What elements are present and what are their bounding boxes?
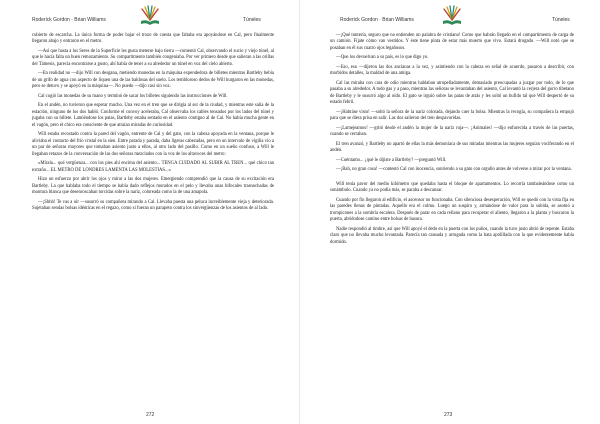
paragraph: Cuando por fin llegaron al edificio, el ascensor no funcionaba. Con silenciosa desesperación, Will se quedó con la vista fija en las paredes llenas de pintadas. Aquello era el colmo. Luego un suspiro y, armándose de valor para la subida, se asomó a trompicones a la sombría escalera. Después de parar en cada rellano para recuperar el aliento, llegaron a la planta y buscaron la puerta, abriéndose camino entre bolsas de basura. [330, 197, 574, 223]
paragraph: El tren avanzó, y Bartleby no apartó de ellas la más demoníaca de sus miradas mientras las mujeres seguían vociferando en el andén. [330, 141, 574, 154]
paragraph: Will tenía pavor del medio kilómetro que quedaba hasta el bloque de apartamentos. Lo recorría tambaleándose como un sonámbulo. Cuando ya no podía más, se paraba a descansar. [330, 181, 574, 194]
running-header-author: Roderick Gordon · Brian Williams [340, 17, 414, 23]
paragraph: —Eso, eso —dijeron las dos ancianas a la vez, y asintiendo con la cabeza en señal de acuerdo, pasaron a describir, con morbidos detalles, la maldad de una amiga. [330, 65, 574, 77]
paragraph: —¡Lamejeamos! —gritó desde el andén la mujer de la nariz roja—. ¡Animales! —dijo enfurecida a través de las puertas, cuando se cerraban. [330, 125, 574, 138]
paragraph: cubierto de escarcha. La única forma de poder bajar el trozo de cuesta que faltaba era apoyándose en Cal, pero finalmente llegaron abajo y entraron en el metro. [32, 33, 274, 45]
running-header-title: Túneles [243, 17, 261, 23]
paragraph: —¡Bah, no gran cosa! —contestó Cal con inocencia, sonriendo a su gato con orgullo antes de volverse a mirar por la ventana. [336, 167, 572, 173]
right-page-body [330, 33, 574, 249]
paragraph: —Cuéntamo... ¿qué le dijiste a Bartleby? —preguntó Will. [336, 157, 447, 163]
paragraph: —En realidad no —dijo Will con desgana, metiendo monedas en la máquina expendedora de billetes mientras Bartleby bebía de un grifo de agua con aspecto de líquen una de las baldosas del suelo. Los tembloroso dedos de Will hurgaron en las monedas, pero se detuvo y se apoyó en la máquina—. No puedo —dijo casi sin voz. [32, 71, 274, 90]
right-page [300, 0, 600, 424]
publisher-logo-icon [138, 5, 162, 27]
paragraph: —¡Qué tontería, seguro que no entienden un palabra de cristiano! Como que habrán llegado en el compartimento de carga de un camión. Fíjate cómo van vestidos. Y éste tiene pinta de estar más muerto que vivo. Estará drogado. —Will notó que se posaban en él sus cuatro ojos legañosos. [330, 33, 574, 51]
publisher-logo-icon [440, 5, 464, 27]
paragraph: —Que los devuelvan a su país, es lo que digo yo. [336, 55, 429, 61]
running-header-author: Roderick Gordon · Brian Williams [32, 17, 106, 23]
paragraph: —Así que hasta a los Seres de la Superficie les gusta meterse bajo tierra —comentó Cal, observando el sucio y viejo túnel, al que le hacía falta un buen remozamiento. Su compartimento también congeniaba. Por ver primero desde que salieran a las orillas del Támesis, parecía encontrarse a gusto, ahí había de tener a su alrededor un túnel en voz del cielo abierto. [32, 49, 274, 67]
paragraph: —¡Shhh! Te vas a oír —susurró su compañera mirando a Cal. Llevaba puesta una peluca increíblemente vieja y deteriorada. Sujetaban sendas bolsas idénticas en el regazo, como si fueran un parapeto contra los sinvergüenzas de los asientos de al lado. [32, 199, 274, 212]
paragraph: Nadie respondió al timbre, así que Will apoyó el dedo en la puerta con los puños, cuando la tuvo justo abrió de repente. Estaba claro que no llevaba mucho levantada. Parecía tan cansada y arrugada como la bata apolillada con la que evidentemente había dormido. [330, 226, 574, 245]
paragraph: Cal cogió las monedas de su mano y terminó de sacar los billetes siguiendo las instrucciones de Will. [38, 93, 228, 99]
paragraph: Will estaba recostado contra la pared del vagón, entrente de Cal y del gato, con la cabeza apoyada en la ventana, porque le aliviaba el contacto del frío cristal en la sien. Entre parada y parada, daba ligeras cabezadas, pero en un intervalo de vigilia vio a un par de señoras mayores que tomaban asiento justo a ellos, al otro lado del pasillo. Como en un sueño confuso, a Will le llegaban retazos de la conversación de las dos señoras mezclados con la voz de los altavoces del metro: [32, 132, 274, 157]
running-header-title: Túneles [552, 17, 570, 23]
page-number: 272 [146, 412, 155, 418]
paragraph: Cal las miraba con cara de odio mientras hablaban atropelladamente, demasiado preocupadas a juzgar por todo, de lo que pasaba a su alrededor. A todo gas y a paso, mientras las señoras se levantaban del asiento, Cal levantó la cerjera del gorro tibetano de Bartleby y le susurró algo al oído. El gato se irguió sobre las patas de atrás y les soltó un bufido tal que Will despertó de su estado febril. [330, 81, 574, 106]
left-page-body [32, 33, 274, 216]
paragraph: «Mírala... qué vergüenza... con los pies ahí encima del asiento... TENGA CUIDADO AL SUBIR AL TREN... qué chico tan extraño... EL METRO DE LONDRES LAMENTA LAS MOLESTIAS...» [32, 161, 274, 173]
page-number: 273 [444, 412, 453, 418]
paragraph: En el andén, no tuvieron que esperar mucho. Una vez en el tren que se dirigía al sur de la ciudad, y mientras este salía de la estación, ninguno de los dos habló. Conforme el convoy aceleraba, Cal observaba los cables tensados por los lados del túnel y jugaba con su billete. Lamiéndose los patas, Bartleby estaba sentado en el asiento contiguo al de Cal. No había mucha gente en el vagón, pero el chico era consciente de que atraían miradas de curiosidad. [32, 103, 274, 128]
paragraph: —¡Habráse visto! —soltó la señora de la nariz colorada, dejando caer la bolsa. Mientras la recogía, su compañera la empujó para que se diera prisa en salir. Las dos salieron del tren despavoridas. [330, 109, 574, 122]
paragraph: Hizo un esfuerzo por abrir los ojos y mirar a las dos mujeres. Emergiendo comprendió que la causa de su excitación era Bartleby. La que hablaba todo el tiempo se había dado reflejos morados en el pelo y llevaba unas bifocales trasnochadas de montura blanca que desenroscaban torcidas sobre la nariz, coloreada como la de una amapola. [32, 177, 274, 196]
